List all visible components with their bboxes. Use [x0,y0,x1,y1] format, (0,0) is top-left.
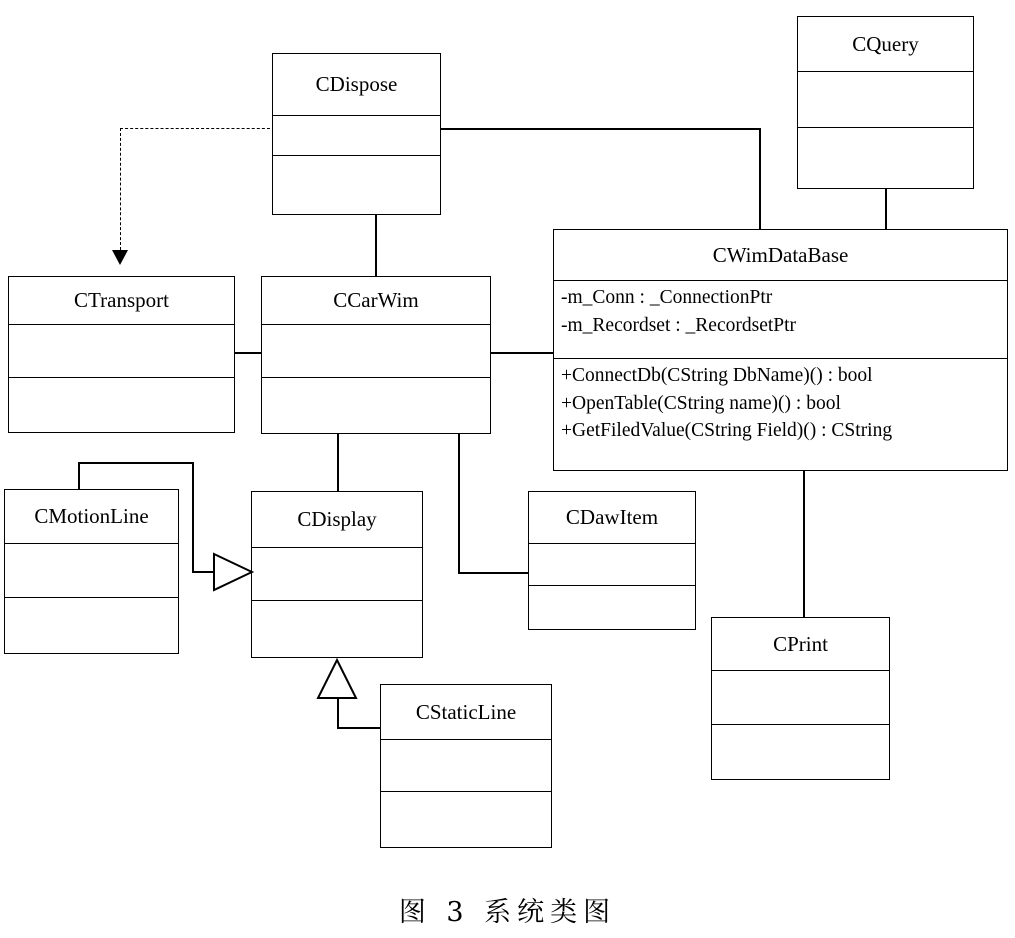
class-operations-cdawitem [529,586,695,629]
edge-cdispose-cwimdatabase-v [759,128,761,230]
class-box-cdispose[interactable] [272,53,441,215]
class-operations-cwimdatabase [554,359,1007,471]
class-name-ccarwim: CCarWim [262,277,490,325]
class-name-cdisplay: CDisplay [252,492,422,548]
class-operations-cstaticline [381,792,551,847]
class-attributes-cmotionline [5,544,178,598]
edge-ccarwim-cdawitem-v [458,433,460,573]
edge-ccarwim-cdawitem-h [458,572,528,574]
class-name-cwimdatabase: CWimDataBase [554,230,1007,281]
class-operations-cmotionline [5,598,178,653]
edge-ccarwim-cwimdatabase [490,352,553,354]
edge-cmotionline-top [78,462,193,464]
class-attributes-cstaticline [381,740,551,792]
class-box-cquery[interactable] [797,16,974,189]
edge-cquery-cwimdatabase [885,188,887,230]
edge-cdispose-ctransport-dashed-v [120,128,121,250]
edge-cdispose-cwimdatabase-h [440,128,760,130]
class-box-cstaticline[interactable] [380,684,552,848]
class-box-cmotionline[interactable] [4,489,179,654]
class-name-ctransport: CTransport [9,277,234,325]
edge-cstaticline-v [337,697,339,728]
class-attributes-cprint [712,671,889,725]
edge-cwimdatabase-cprint [803,470,805,618]
class-attributes-cdisplay [252,548,422,601]
edge-cmotionline-right [192,462,194,572]
edge-cdispose-ctransport-dashed-h [120,128,275,129]
class-box-ccarwim[interactable] [261,276,491,434]
generalization-triangle-cstaticline-icon [316,658,358,700]
class-box-cdawitem[interactable] [528,491,696,630]
class-operations-cdisplay [252,601,422,657]
class-operations-cprint [712,725,889,779]
class-box-cdisplay[interactable] [251,491,423,658]
edge-cmotionline-up [78,462,80,490]
operation-line: +OpenTable(CString name)() : bool [561,392,841,414]
figure-caption: 图 3 系统类图 [398,897,617,928]
edge-cdispose-ccarwim [375,214,377,276]
class-attributes-cdawitem [529,544,695,586]
class-operations-cquery [798,128,973,188]
class-name-cprint: CPrint [712,618,889,671]
class-name-cmotionline: CMotionLine [5,490,178,544]
edge-cstaticline-h [337,727,382,729]
class-name-cquery: CQuery [798,17,973,72]
class-attributes-cdispose [273,116,440,156]
operation-line: +ConnectDb(CString DbName)() : bool [561,365,873,386]
class-name-cstaticline: CStaticLine [381,685,551,740]
generalization-triangle-cmotionline-icon [212,552,254,592]
class-box-cprint[interactable] [711,617,890,780]
class-attributes-cwimdatabase [554,281,1007,359]
operation-line: +GetFiledValue(CString Field)() : CString [561,420,893,442]
class-operations-cdispose [273,156,440,214]
attribute-line: -m_Conn : _ConnectionPtr [561,287,773,308]
class-box-cwimdatabase[interactable] [553,229,1008,471]
dependency-arrowhead-icon [112,250,128,265]
class-attributes-ctransport [9,325,234,378]
class-attributes-ccarwim [262,325,490,378]
class-box-ctransport[interactable] [8,276,235,433]
edge-ccarwim-cdisplay [337,433,339,492]
class-operations-ccarwim [262,378,490,433]
class-name-cdawitem: CDawItem [529,492,695,544]
class-name-cdispose: CDispose [273,54,440,116]
edge-ctransport-ccarwim [234,352,261,354]
class-operations-ctransport [9,378,234,432]
edge-cmotionline-to-cdisplay [192,571,214,573]
class-attributes-cquery [798,72,973,128]
attribute-line: -m_Recordset : _RecordsetPtr [561,314,797,336]
